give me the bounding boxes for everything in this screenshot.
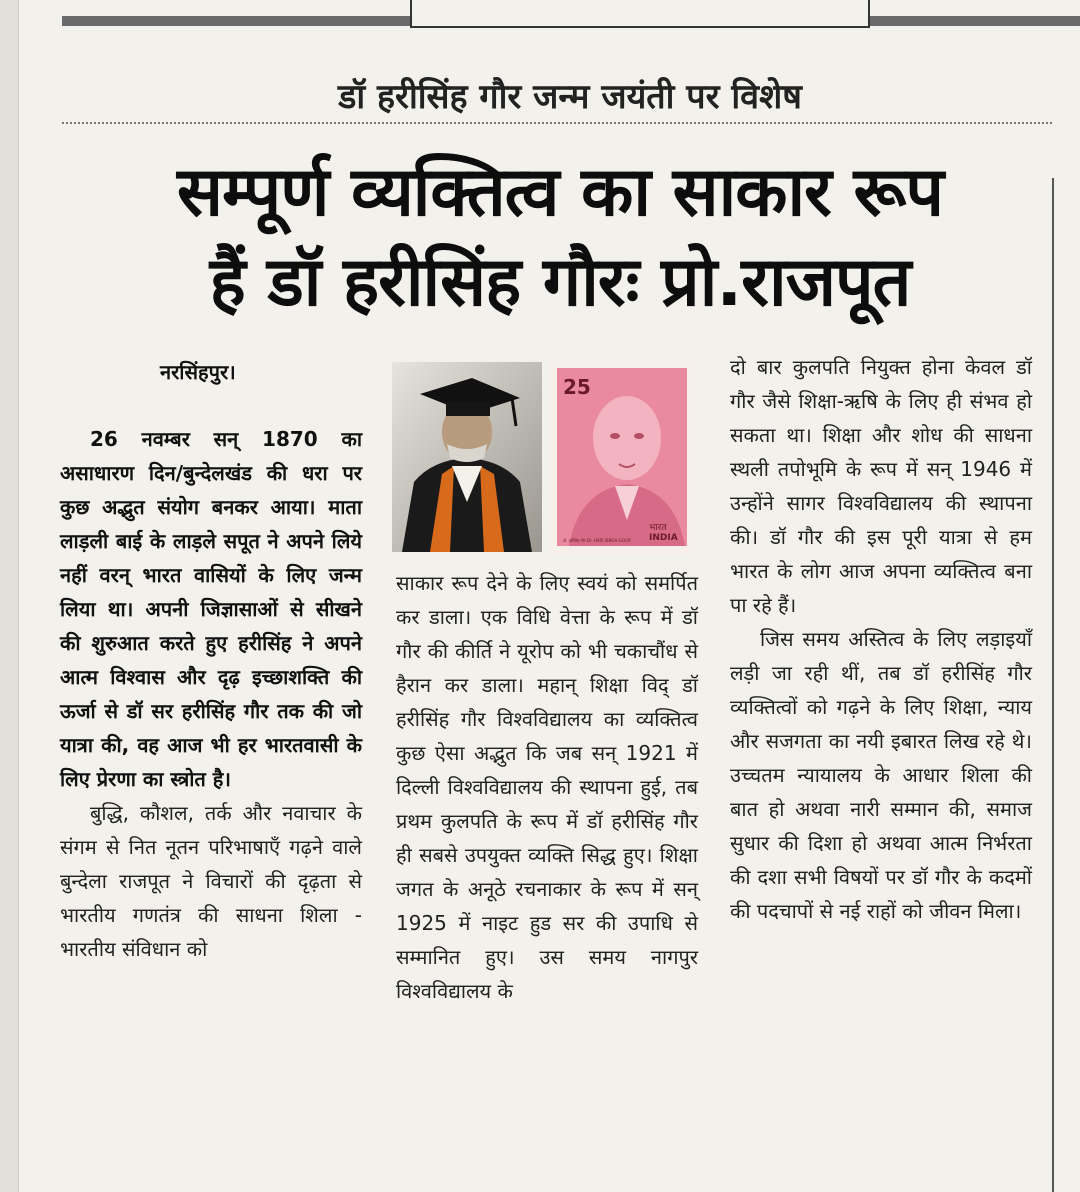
- paragraph: साकार रूप देने के लिए स्वयं को समर्पित कर डाला। एक विधि वेत्ता के रूप में डॉ गौर की कीर्ति ने यूरोप को भी चकाचौंध से हैरान कर डाला। महान् शिक्षा विद् डॉ हरीसिंह गौर विश्वविद्यालय का व्यक्तित्व कुछ ऐसा अद्भुत कि जब सन् 1921 में दिल्ली विश्वविद्यालय की स्थापना हुई, तब प्रथम कुलपति के रूप में डॉ हरीसिंह गौर ही सबसे उपयुक्त व्यक्ति सिद्ध हुए। शिक्षा जगत के अनूठे रचनाकार के रूप में सन् 1925 में नाइट हुड सर की उपाधि से सम्मानित हुए। उस समय नागपुर विश्वविद्यालय के: [396, 571, 698, 1003]
- article-column-2: [396, 566, 698, 1008]
- lead-paragraph: 26 नवम्बर सन् 1870 का असाधारण दिन/बुन्देलखंड की धरा पर कुछ अद्भुत संयोग बनकर आया। माता लाड़ली बाई के लाड़ले सपूत ने अपने लिये नहीं वरन् भारत वासियों के लिए जन्म लिया था। अपनी जिज्ञासाओं से सीखने की शुरुआत करते हुए हरीसिंह ने अपने आत्म विश्वास और दृढ़ इच्छाशक्ति की ऊर्जा से डॉ सर हरीसिंह गौर तक की जो यात्रा की, वह आज भी हर भारतवासी के लिए प्रेरणा का स्त्रोत है।: [60, 427, 362, 791]
- stamp-value: 25: [563, 375, 591, 399]
- article-column-1: [60, 422, 362, 966]
- top-box-frame: [410, 0, 870, 28]
- headline: [40, 148, 1080, 328]
- column-rule: [1052, 178, 1054, 1192]
- portrait-photo: [392, 362, 542, 552]
- headline-line-1: सम्पूर्ण व्यक्तित्व का साकार रूप: [176, 153, 943, 232]
- dotted-divider: [62, 122, 1052, 124]
- paragraph: जिस समय अस्तित्व के लिए लड़ाइयाँ लड़ी जा रही थीं, तब डॉ हरीसिंह गौर व्यक्तित्वों को गढ़ने के लिए शिक्षा, न्याय और सजगता का नयी इबारत लिख रहे थे। उच्चतम न्यायालय के आधार शिला की बात हो अथवा नारी सम्मान की, समाज सुधार की दिशा हो अथवा आत्म निर्भरता की दशा सभी विषयों पर डॉ गौर के कदमों की पदचापों से नई राहों को जीवन मिला।: [730, 627, 1032, 923]
- stamp-country-hindi: भारत: [649, 523, 667, 533]
- paragraph: बुद्धि, कौशल, तर्क और नवाचार के संगम से नित नूतन परिभाषाएँ गढ़ने वाले बुन्देला राजपूत ने विचारों की दृढ़ता से भारतीय गणतंत्र की साधना शिला - भारतीय संविधान को: [60, 801, 362, 961]
- stamp-country: INDIA: [649, 533, 678, 543]
- article-column-3: [730, 350, 1032, 928]
- paragraph: दो बार कुलपति नियुक्त होना केवल डॉ गौर जैसे शिक्षा-ऋषि के लिए ही संभव हो सकता था। शिक्षा और शोध की साधना स्थली तपोभूमि के रूप में सन् 1946 में उन्होंने सागर विश्वविद्यालय की स्थापना की। डॉ गौर की इस पूरी यात्रा से हम भारत के लोग आज अपना व्यक्तित्व बना पा रहे हैं।: [730, 355, 1032, 617]
- dateline: नरसिंहपुर।: [160, 360, 236, 384]
- postage-stamp: [549, 360, 695, 554]
- stamp-caption: डॉ. हरीसिंह गौर Dr. HARI SINGH GOUR: [563, 538, 631, 543]
- headline-line-2: हैं डॉ हरीसिंह गौरः प्रो.राजपूत: [209, 243, 911, 322]
- kicker-title: डॉ हरीसिंह गौर जन्म जयंती पर विशेष: [338, 77, 802, 117]
- page-margin-strip: [0, 0, 19, 1192]
